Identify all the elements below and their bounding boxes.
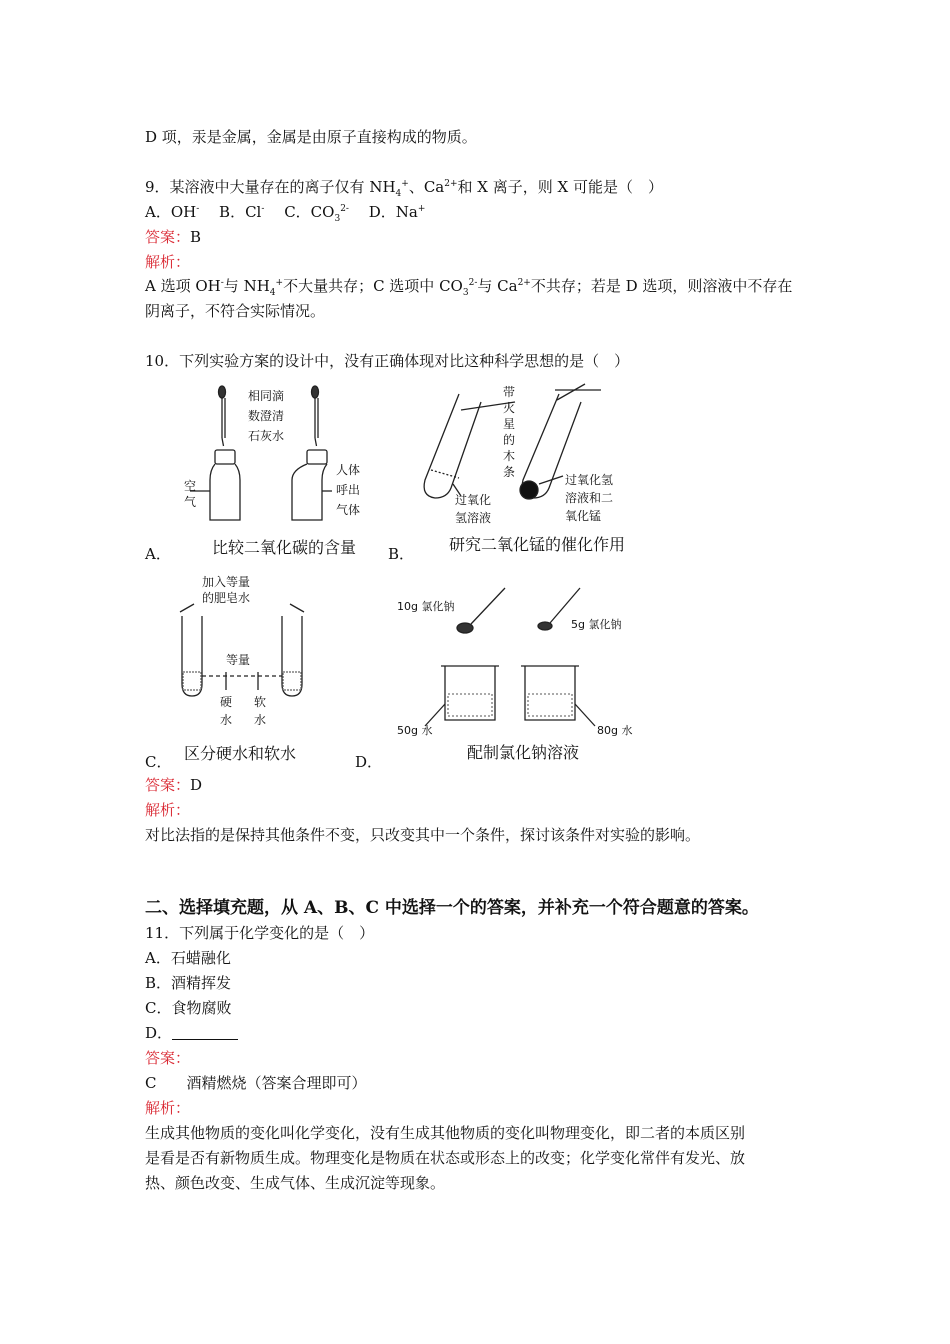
fig-b-right-label-3: 氧化锰 xyxy=(565,509,602,523)
fig-d-spoon-label-2: 5g 氯化钠 xyxy=(571,618,622,631)
fig-c-hard-1: 硬 xyxy=(220,695,233,709)
beaker-icon xyxy=(521,666,579,720)
fig-a-breath-label-1: 人体 xyxy=(336,463,361,477)
q8-explanation-tail: D 项，汞是金属，金属是由原子直接构成的物质。 xyxy=(145,128,477,146)
q11-explanation-line1: 生成其他物质的变化叫化学变化，没有生成其他物质的变化叫物理变化，即二者的本质区别 xyxy=(145,1124,746,1142)
q11-explanation-line2: 是看是否有新物质生成。物理变化是物质在状态或形态上的改变；化学变化常伴有发光、放 xyxy=(145,1149,746,1167)
fig-b-left-label-2: 氢溶液 xyxy=(455,511,492,525)
fig-b-right-label-1: 过氧化氢 xyxy=(565,473,614,487)
fig-d-spoon-label-1: 10g 氯化钠 xyxy=(397,600,455,613)
q9-explanation-line1: A 选项 OH-与 $NH_4^+$不大量共存；C 选项中 $CO_3^{2-}$与 $Ca^{2+}$不共存；若是 D 选项，则溶液中不存在 xyxy=(145,277,793,298)
answer-blank xyxy=(172,1025,238,1040)
test-tube-icon xyxy=(282,616,302,696)
q10-stem: 10．下列实验方案的设计中，没有正确体现对比这种科学思想的是（ ） xyxy=(145,352,630,370)
fig-b-splint-5: 木 xyxy=(503,449,516,463)
beaker-icon xyxy=(441,666,499,720)
fig-a-top-label-1: 相同滴 xyxy=(248,389,285,403)
q11-option-d: D． xyxy=(145,1023,238,1043)
bottle-icon xyxy=(210,450,240,520)
figure-a-co2-comparison xyxy=(170,380,390,569)
q11-answer-label: 答案： xyxy=(145,1049,191,1067)
q11-analysis-label: 解析： xyxy=(145,1099,191,1117)
fig-c-hard-2: 水 xyxy=(220,713,233,727)
fig-c-soft-1: 软 xyxy=(254,695,267,709)
dropper-icon xyxy=(312,386,319,446)
q10-analysis-label: 解析： xyxy=(145,801,191,819)
fig-b-splint-6: 条 xyxy=(503,465,516,479)
bottle-icon xyxy=(292,450,327,520)
q10-letter-d: D． xyxy=(355,753,383,771)
q9-analysis-label: 解析： xyxy=(145,253,191,271)
q11-explanation-line3: 热、颜色改变、生成气体、生成沉淀等现象。 xyxy=(145,1174,446,1192)
fig-a-caption: 比较二氧化碳的含量 xyxy=(212,538,357,557)
fig-c-top-label-2: 的肥皂水 xyxy=(202,591,251,605)
fig-b-right-label-2: 溶液和二 xyxy=(565,491,614,505)
fig-a-air-label-2: 气 xyxy=(184,495,197,509)
dropper-icon xyxy=(219,386,226,446)
q10-letter-a: A． xyxy=(145,545,171,563)
fig-c-top-label-1: 加入等量 xyxy=(202,575,251,589)
q9-answer: 答案：B xyxy=(145,228,202,246)
fig-b-splint-2: 火 xyxy=(503,401,516,415)
fig-c-caption: 区分硬水和软水 xyxy=(184,744,297,763)
q9-option-a: A．OH- xyxy=(145,203,200,221)
fig-d-caption: 配制氯化钠溶液 xyxy=(467,743,580,762)
q11-stem: 11．下列属于化学变化的是（ ） xyxy=(145,924,375,942)
fig-b-splint-1: 带 xyxy=(503,385,516,399)
q11-option-c: C．食物腐败 xyxy=(145,999,232,1017)
figure-c-hard-soft-water xyxy=(170,572,340,771)
q10-explanation: 对比法指的是保持其他条件不变，只改变其中一个条件，探讨该条件对实验的影响。 xyxy=(145,826,701,844)
q9-option-b: B．Cl- xyxy=(219,203,265,221)
fig-a-top-label-3: 石灰水 xyxy=(248,429,285,443)
q9-explanation-line2: 阴离子，不符合实际情况。 xyxy=(145,302,326,320)
fig-b-splint-3: 星 xyxy=(503,417,516,431)
figure-d-nacl-solution xyxy=(395,580,645,774)
q11-option-a: A．石蜡融化 xyxy=(145,949,231,967)
fig-a-breath-label-2: 呼出 xyxy=(336,483,361,497)
fig-d-water-label-1: 50g 水 xyxy=(397,724,433,737)
fig-b-left-label-1: 过氧化 xyxy=(455,493,492,507)
fig-a-air-label-1: 空 xyxy=(184,479,197,493)
test-tube-icon xyxy=(424,394,515,498)
fig-a-top-label-2: 数澄清 xyxy=(248,409,285,423)
section-2-heading: 二、选择填充题，从 A、B、C 中选择一个的答案，并补充一个符合题意的答案。 xyxy=(145,898,759,918)
fig-b-splint-4: 的 xyxy=(503,433,516,447)
q11-option-b: B．酒精挥发 xyxy=(145,974,232,992)
fig-b-caption: 研究二氧化锰的催化作用 xyxy=(449,535,626,554)
q9-option-c: C．$CO_3^{2-}$ xyxy=(284,203,349,224)
spoon-icon xyxy=(457,588,505,633)
q10-letter-b: B． xyxy=(388,545,415,563)
fig-a-breath-label-3: 气体 xyxy=(336,503,361,517)
q9-stem: 9．某溶液中大量存在的离子仅有 $NH_4^+$、$Ca^{2+}$和 X 离子，则 X 可能是（ ） xyxy=(145,178,663,199)
fig-c-soft-2: 水 xyxy=(254,713,267,727)
q10-answer: 答案：D xyxy=(145,776,203,794)
fig-d-water-label-2: 80g 水 xyxy=(597,724,633,737)
q11-answer: C 酒精燃烧（答案合理即可） xyxy=(145,1074,367,1092)
fig-c-equal-label: 等量 xyxy=(226,653,251,667)
q9-options xyxy=(145,202,425,222)
q9-option-d: D．Na+ xyxy=(368,203,426,221)
test-tube-icon xyxy=(182,616,202,696)
figure-b-catalyst xyxy=(415,380,645,569)
q10-letter-c: C． xyxy=(145,753,172,771)
